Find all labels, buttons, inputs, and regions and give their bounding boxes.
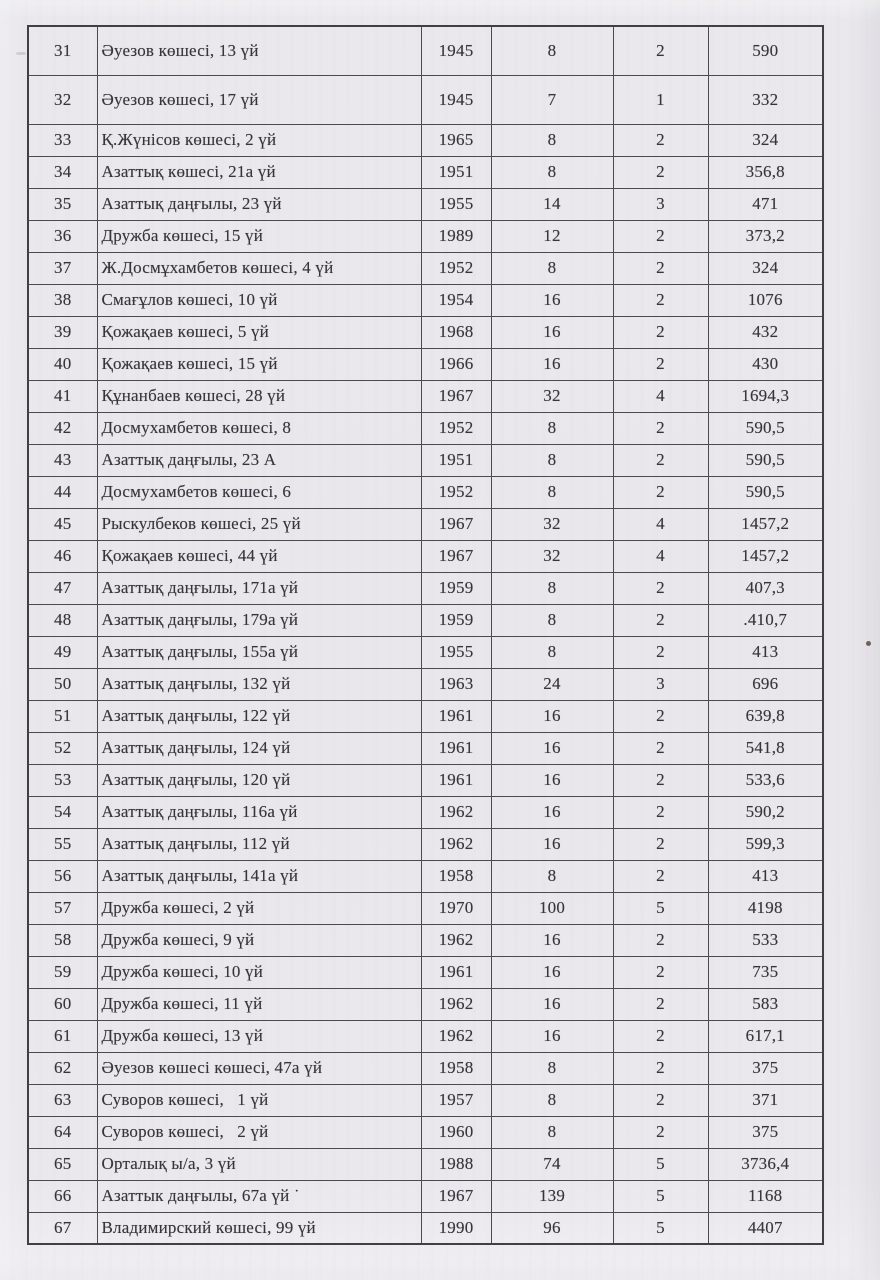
floors-cell: 4: [613, 508, 708, 540]
table-row: [28, 1212, 823, 1244]
year-cell: 1963: [421, 668, 491, 700]
area-cell: 430: [708, 348, 823, 380]
table-row: [28, 348, 823, 380]
address-cell: Азаттық даңғылы, 179а үй: [97, 604, 421, 636]
table-row: [28, 1116, 823, 1148]
row-number-cell: 60: [28, 988, 97, 1020]
count-cell: 16: [491, 1020, 613, 1052]
row-number-cell: 59: [28, 956, 97, 988]
year-cell: 1965: [421, 124, 491, 156]
table-row: [28, 1084, 823, 1116]
address-cell: Дружба көшесі, 11 үй: [97, 988, 421, 1020]
count-cell: 8: [491, 444, 613, 476]
year-cell: 1952: [421, 476, 491, 508]
area-cell: 373,2: [708, 220, 823, 252]
count-cell: 24: [491, 668, 613, 700]
area-cell: 324: [708, 124, 823, 156]
scan-speck: [866, 641, 871, 646]
count-cell: 16: [491, 764, 613, 796]
count-cell: 7: [491, 75, 613, 124]
count-cell: 139: [491, 1180, 613, 1212]
year-cell: 1967: [421, 1180, 491, 1212]
year-cell: 1958: [421, 1052, 491, 1084]
row-number-cell: 47: [28, 572, 97, 604]
scan-smudge: [16, 52, 26, 55]
count-cell: 8: [491, 476, 613, 508]
floors-cell: 2: [613, 604, 708, 636]
area-cell: 599,3: [708, 828, 823, 860]
table-row: [28, 732, 823, 764]
floors-cell: 2: [613, 1084, 708, 1116]
count-cell: 16: [491, 284, 613, 316]
buildings-table: [27, 25, 824, 1245]
year-cell: 1957: [421, 1084, 491, 1116]
address-cell: Азаттық даңғылы, 122 үй: [97, 700, 421, 732]
row-number-cell: 65: [28, 1148, 97, 1180]
floors-cell: 4: [613, 540, 708, 572]
count-cell: 8: [491, 636, 613, 668]
row-number-cell: 33: [28, 124, 97, 156]
table-row: [28, 1020, 823, 1052]
address-cell: Дружба көшесі, 15 үй: [97, 220, 421, 252]
floors-cell: 5: [613, 1148, 708, 1180]
floors-cell: 2: [613, 252, 708, 284]
address-cell: Суворов көшесі, 1 үй: [97, 1084, 421, 1116]
address-cell: Азаттық даңғылы, 112 үй: [97, 828, 421, 860]
table-row: [28, 828, 823, 860]
address-cell: Смағұлов көшесі, 10 үй: [97, 284, 421, 316]
area-cell: 1168: [708, 1180, 823, 1212]
floors-cell: 2: [613, 412, 708, 444]
area-cell: 541,8: [708, 732, 823, 764]
table-row: [28, 988, 823, 1020]
floors-cell: 2: [613, 1052, 708, 1084]
area-cell: 413: [708, 636, 823, 668]
area-cell: 4407: [708, 1212, 823, 1244]
address-cell: Дружба көшесі, 10 үй: [97, 956, 421, 988]
area-cell: 4198: [708, 892, 823, 924]
table-row: [28, 316, 823, 348]
year-cell: 1961: [421, 956, 491, 988]
count-cell: 16: [491, 348, 613, 380]
area-cell: 413: [708, 860, 823, 892]
row-number-cell: 54: [28, 796, 97, 828]
floors-cell: 2: [613, 636, 708, 668]
row-number-cell: 67: [28, 1212, 97, 1244]
year-cell: 1967: [421, 540, 491, 572]
row-number-cell: 40: [28, 348, 97, 380]
area-cell: 583: [708, 988, 823, 1020]
floors-cell: 3: [613, 188, 708, 220]
table-row: [28, 572, 823, 604]
area-cell: 696: [708, 668, 823, 700]
address-cell: Қ.Жүнісов көшесі, 2 үй: [97, 124, 421, 156]
count-cell: 8: [491, 252, 613, 284]
count-cell: 16: [491, 956, 613, 988]
row-number-cell: 43: [28, 444, 97, 476]
count-cell: 8: [491, 604, 613, 636]
row-number-cell: 41: [28, 380, 97, 412]
table-row: [28, 924, 823, 956]
floors-cell: 2: [613, 732, 708, 764]
area-cell: 432: [708, 316, 823, 348]
address-cell: Қожақаев көшесі, 15 үй: [97, 348, 421, 380]
floors-cell: 5: [613, 1180, 708, 1212]
address-cell: Суворов көшесі, 2 үй: [97, 1116, 421, 1148]
address-cell: Құнанбаев көшесі, 28 үй: [97, 380, 421, 412]
area-cell: 371: [708, 1084, 823, 1116]
floors-cell: 2: [613, 572, 708, 604]
area-cell: 1076: [708, 284, 823, 316]
count-cell: 8: [491, 1116, 613, 1148]
table-row: [28, 796, 823, 828]
floors-cell: 2: [613, 796, 708, 828]
table-row: [28, 284, 823, 316]
table-row: [28, 156, 823, 188]
count-cell: 32: [491, 508, 613, 540]
row-number-cell: 49: [28, 636, 97, 668]
address-cell: Азаттық даңғылы, 124 үй: [97, 732, 421, 764]
floors-cell: 2: [613, 860, 708, 892]
year-cell: 1945: [421, 26, 491, 75]
year-cell: 1967: [421, 380, 491, 412]
year-cell: 1990: [421, 1212, 491, 1244]
count-cell: 16: [491, 700, 613, 732]
area-cell: 375: [708, 1052, 823, 1084]
area-cell: 533,6: [708, 764, 823, 796]
row-number-cell: 38: [28, 284, 97, 316]
table-row: [28, 540, 823, 572]
count-cell: 12: [491, 220, 613, 252]
address-cell: Дружба көшесі, 13 үй: [97, 1020, 421, 1052]
area-cell: 375: [708, 1116, 823, 1148]
area-cell: 735: [708, 956, 823, 988]
area-cell: 471: [708, 188, 823, 220]
year-cell: 1962: [421, 924, 491, 956]
count-cell: 8: [491, 1052, 613, 1084]
row-number-cell: 66: [28, 1180, 97, 1212]
area-cell: 3736,4: [708, 1148, 823, 1180]
floors-cell: 2: [613, 156, 708, 188]
area-cell: 533: [708, 924, 823, 956]
table-row: [28, 412, 823, 444]
row-number-cell: 31: [28, 26, 97, 75]
address-cell: Рыскулбеков көшесі, 25 үй: [97, 508, 421, 540]
address-cell: Азаттык даңғылы, 67а үй ˙: [97, 1180, 421, 1212]
table-row: [28, 1180, 823, 1212]
table-row: [28, 700, 823, 732]
area-cell: 590,5: [708, 444, 823, 476]
count-cell: 16: [491, 796, 613, 828]
table-row: [28, 124, 823, 156]
count-cell: 8: [491, 124, 613, 156]
year-cell: 1945: [421, 75, 491, 124]
address-cell: Дружба көшесі, 9 үй: [97, 924, 421, 956]
count-cell: 16: [491, 988, 613, 1020]
table-row: [28, 1148, 823, 1180]
table-row: [28, 476, 823, 508]
count-cell: 8: [491, 572, 613, 604]
floors-cell: 2: [613, 476, 708, 508]
address-cell: Ж.Досмұхамбетов көшесі, 4 үй: [97, 252, 421, 284]
floors-cell: 2: [613, 316, 708, 348]
table-row: [28, 892, 823, 924]
floors-cell: 2: [613, 988, 708, 1020]
row-number-cell: 57: [28, 892, 97, 924]
floors-cell: 2: [613, 1116, 708, 1148]
year-cell: 1988: [421, 1148, 491, 1180]
floors-cell: 2: [613, 220, 708, 252]
row-number-cell: 42: [28, 412, 97, 444]
year-cell: 1961: [421, 700, 491, 732]
table-row: [28, 75, 823, 124]
table-row: [28, 188, 823, 220]
year-cell: 1967: [421, 508, 491, 540]
area-cell: 1457,2: [708, 508, 823, 540]
area-cell: 356,8: [708, 156, 823, 188]
count-cell: 8: [491, 1084, 613, 1116]
area-cell: 639,8: [708, 700, 823, 732]
count-cell: 100: [491, 892, 613, 924]
year-cell: 1952: [421, 252, 491, 284]
area-cell: 1694,3: [708, 380, 823, 412]
address-cell: Әуезов көшесі, 13 үй: [97, 26, 421, 75]
address-cell: Азаттық даңғылы, 23 А: [97, 444, 421, 476]
count-cell: 8: [491, 156, 613, 188]
row-number-cell: 51: [28, 700, 97, 732]
year-cell: 1961: [421, 764, 491, 796]
count-cell: 8: [491, 412, 613, 444]
table-row: [28, 956, 823, 988]
year-cell: 1970: [421, 892, 491, 924]
address-cell: Азаттық даңғылы, 141а үй: [97, 860, 421, 892]
floors-cell: 2: [613, 764, 708, 796]
year-cell: 1954: [421, 284, 491, 316]
table-row: [28, 604, 823, 636]
year-cell: 1989: [421, 220, 491, 252]
year-cell: 1962: [421, 828, 491, 860]
area-cell: 590,2: [708, 796, 823, 828]
count-cell: 32: [491, 540, 613, 572]
count-cell: 16: [491, 316, 613, 348]
row-number-cell: 53: [28, 764, 97, 796]
floors-cell: 4: [613, 380, 708, 412]
year-cell: 1959: [421, 572, 491, 604]
table-row: [28, 636, 823, 668]
row-number-cell: 45: [28, 508, 97, 540]
table-row: [28, 860, 823, 892]
address-cell: Азаттық даңғылы, 155а үй: [97, 636, 421, 668]
address-cell: Азаттық даңғылы, 171а үй: [97, 572, 421, 604]
floors-cell: 2: [613, 348, 708, 380]
address-cell: Азаттық көшесі, 21а үй: [97, 156, 421, 188]
year-cell: 1951: [421, 156, 491, 188]
table-row: [28, 444, 823, 476]
table-row: [28, 1052, 823, 1084]
year-cell: 1968: [421, 316, 491, 348]
row-number-cell: 37: [28, 252, 97, 284]
count-cell: 8: [491, 860, 613, 892]
table-row: [28, 220, 823, 252]
floors-cell: 2: [613, 700, 708, 732]
count-cell: 32: [491, 380, 613, 412]
row-number-cell: 55: [28, 828, 97, 860]
area-cell: 617,1: [708, 1020, 823, 1052]
address-cell: Досмухамбетов көшесі, 8: [97, 412, 421, 444]
address-cell: Қожақаев көшесі, 5 үй: [97, 316, 421, 348]
year-cell: 1951: [421, 444, 491, 476]
year-cell: 1960: [421, 1116, 491, 1148]
year-cell: 1966: [421, 348, 491, 380]
address-cell: Азаттық даңғылы, 116а үй: [97, 796, 421, 828]
table-row: [28, 764, 823, 796]
address-cell: Досмухамбетов көшесі, 6: [97, 476, 421, 508]
area-cell: 590,5: [708, 476, 823, 508]
row-number-cell: 61: [28, 1020, 97, 1052]
year-cell: 1962: [421, 1020, 491, 1052]
row-number-cell: 34: [28, 156, 97, 188]
year-cell: 1958: [421, 860, 491, 892]
area-cell: 407,3: [708, 572, 823, 604]
floors-cell: 1: [613, 75, 708, 124]
row-number-cell: 64: [28, 1116, 97, 1148]
count-cell: 74: [491, 1148, 613, 1180]
area-cell: 332: [708, 75, 823, 124]
address-cell: Азаттық даңғылы, 132 үй: [97, 668, 421, 700]
address-cell: Азаттық даңғылы, 120 үй: [97, 764, 421, 796]
table-row: [28, 26, 823, 75]
row-number-cell: 63: [28, 1084, 97, 1116]
address-cell: Қожақаев көшесі, 44 үй: [97, 540, 421, 572]
count-cell: 96: [491, 1212, 613, 1244]
row-number-cell: 36: [28, 220, 97, 252]
floors-cell: 5: [613, 892, 708, 924]
address-cell: Владимирский көшесі, 99 үй: [97, 1212, 421, 1244]
row-number-cell: 62: [28, 1052, 97, 1084]
area-cell: 590,5: [708, 412, 823, 444]
row-number-cell: 39: [28, 316, 97, 348]
address-cell: Әуезов көшесі көшесі, 47а үй: [97, 1052, 421, 1084]
year-cell: 1962: [421, 988, 491, 1020]
floors-cell: 5: [613, 1212, 708, 1244]
floors-cell: 2: [613, 924, 708, 956]
area-cell: 590: [708, 26, 823, 75]
row-number-cell: 46: [28, 540, 97, 572]
floors-cell: 2: [613, 26, 708, 75]
count-cell: 14: [491, 188, 613, 220]
floors-cell: 2: [613, 956, 708, 988]
floors-cell: 2: [613, 1020, 708, 1052]
floors-cell: 2: [613, 284, 708, 316]
count-cell: 16: [491, 732, 613, 764]
table-row: [28, 380, 823, 412]
count-cell: 8: [491, 26, 613, 75]
year-cell: 1962: [421, 796, 491, 828]
year-cell: 1955: [421, 188, 491, 220]
year-cell: 1952: [421, 412, 491, 444]
year-cell: 1959: [421, 604, 491, 636]
floors-cell: 2: [613, 124, 708, 156]
floors-cell: 2: [613, 444, 708, 476]
address-cell: Әуезов көшесі, 17 үй: [97, 75, 421, 124]
address-cell: Азаттық даңғылы, 23 үй: [97, 188, 421, 220]
row-number-cell: 32: [28, 75, 97, 124]
address-cell: Орталық ы/а, 3 үй: [97, 1148, 421, 1180]
address-cell: Дружба көшесі, 2 үй: [97, 892, 421, 924]
row-number-cell: 56: [28, 860, 97, 892]
row-number-cell: 44: [28, 476, 97, 508]
row-number-cell: 35: [28, 188, 97, 220]
area-cell: .410,7: [708, 604, 823, 636]
row-number-cell: 48: [28, 604, 97, 636]
year-cell: 1961: [421, 732, 491, 764]
table-row: [28, 668, 823, 700]
table-row: [28, 252, 823, 284]
count-cell: 16: [491, 828, 613, 860]
count-cell: 16: [491, 924, 613, 956]
row-number-cell: 52: [28, 732, 97, 764]
row-number-cell: 58: [28, 924, 97, 956]
floors-cell: 2: [613, 828, 708, 860]
row-number-cell: 50: [28, 668, 97, 700]
area-cell: 1457,2: [708, 540, 823, 572]
table-row: [28, 508, 823, 540]
year-cell: 1955: [421, 636, 491, 668]
area-cell: 324: [708, 252, 823, 284]
floors-cell: 3: [613, 668, 708, 700]
